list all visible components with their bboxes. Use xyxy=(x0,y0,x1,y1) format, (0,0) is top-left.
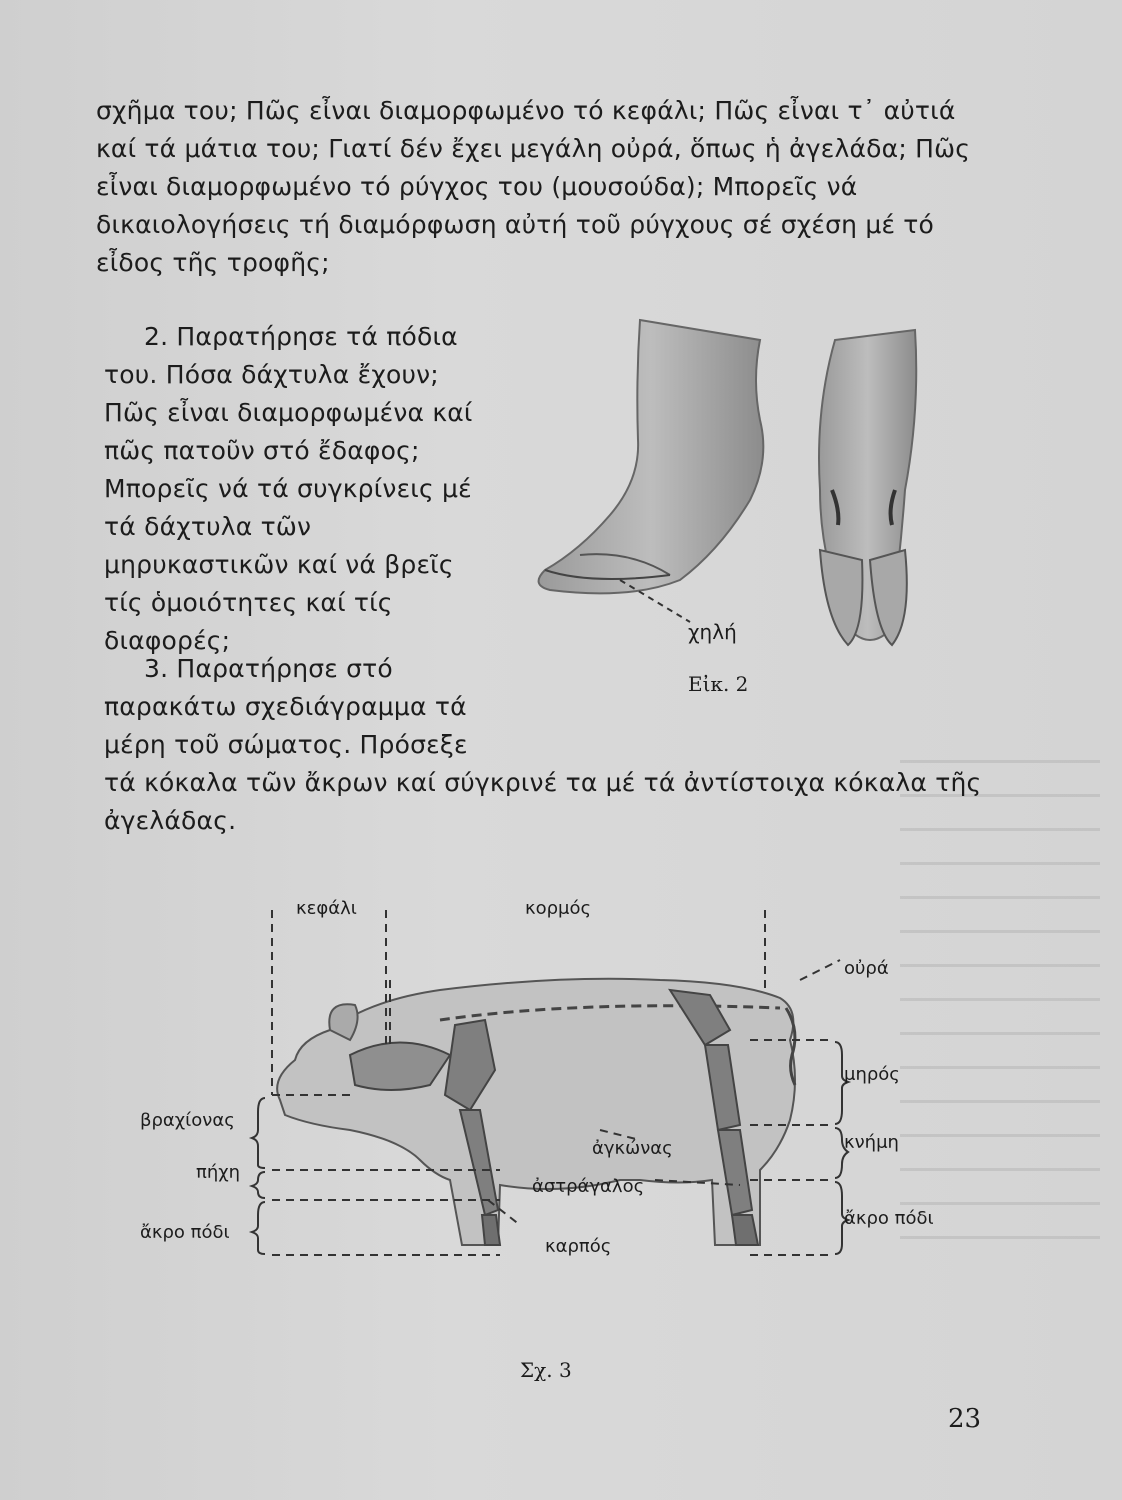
label-hoof: χηλή xyxy=(688,620,737,644)
label-shank: κνήμη xyxy=(844,1132,899,1153)
side-foot-drawing xyxy=(539,320,764,593)
paragraph-diagram-text: 3. Παρατήρησε στό παρακάτω σχεδιάγραμμα τά μέρη τοῦ σώματος. Πρόσεξε xyxy=(104,654,468,759)
figure2-caption: Εἰκ. 2 xyxy=(688,672,749,696)
label-thigh: μηρός xyxy=(844,1064,900,1085)
label-forearm: πήχη xyxy=(196,1162,241,1183)
label-head: κεφάλι xyxy=(296,898,357,919)
paragraph-intro: σχῆμα του; Πῶς εἶναι διαμορφωμένο τό κεφάλι; Πῶς εἶναι τ᾽ αὐτιά καί τά μάτια του; Γιατί δέν ἔχει μεγάλη οὐρά, ὅπως ἡ ἀγελάδα; Πῶς εἶναι διαμορφωμένο τό ρύγχος του (μουσούδα); Μπορεῖς νά δικαιολογήσεις τή διαμόρφωση αὐτή τοῦ ρύγχους σέ σχέση μέ τό εἶδος τῆς τροφῆς; xyxy=(96,96,971,277)
page-number: 23 xyxy=(948,1404,982,1434)
label-fore-foot: ἄκρο πόδι xyxy=(140,1222,230,1243)
label-elbow: ἀγκώνας xyxy=(592,1138,673,1159)
label-tail: οὐρά xyxy=(844,958,889,979)
front-foot-drawing xyxy=(819,330,916,645)
figure-pig-feet xyxy=(520,300,960,700)
paragraph-feet-question xyxy=(104,318,484,660)
paragraph-feet-text: 2. Παρατήρησε τά πόδια του. Πόσα δάχτυλα ἔχουν; Πῶς εἶναι διαμορφωμένα καί πῶς πατοῦν στό ἔδαφος; Μπορεῖς νά τά συγκρίνεις μέ τά δάχτυλα τῶν μηρυκαστικῶν καί νά βρεῖς τίς ὁμοιότητες καί τίς διαφορές; xyxy=(104,322,473,655)
figure3-caption: Σχ. 3 xyxy=(520,1358,572,1382)
label-trunk: κορμός xyxy=(525,898,592,919)
label-astragalus: ἀστράγαλος xyxy=(532,1176,645,1197)
label-arm: βραχίονας xyxy=(140,1110,235,1131)
label-carpus: καρπός xyxy=(545,1236,612,1257)
paragraph-diagram-question xyxy=(104,650,484,764)
label-hind-foot: ἄκρο πόδι xyxy=(844,1208,934,1229)
paragraph-diagram-continued: τά κόκαλα τῶν ἄκρων καί σύγκρινέ τα μέ τά ἀντίστοιχα κόκαλα τῆς ἀγελάδας. xyxy=(104,768,982,835)
